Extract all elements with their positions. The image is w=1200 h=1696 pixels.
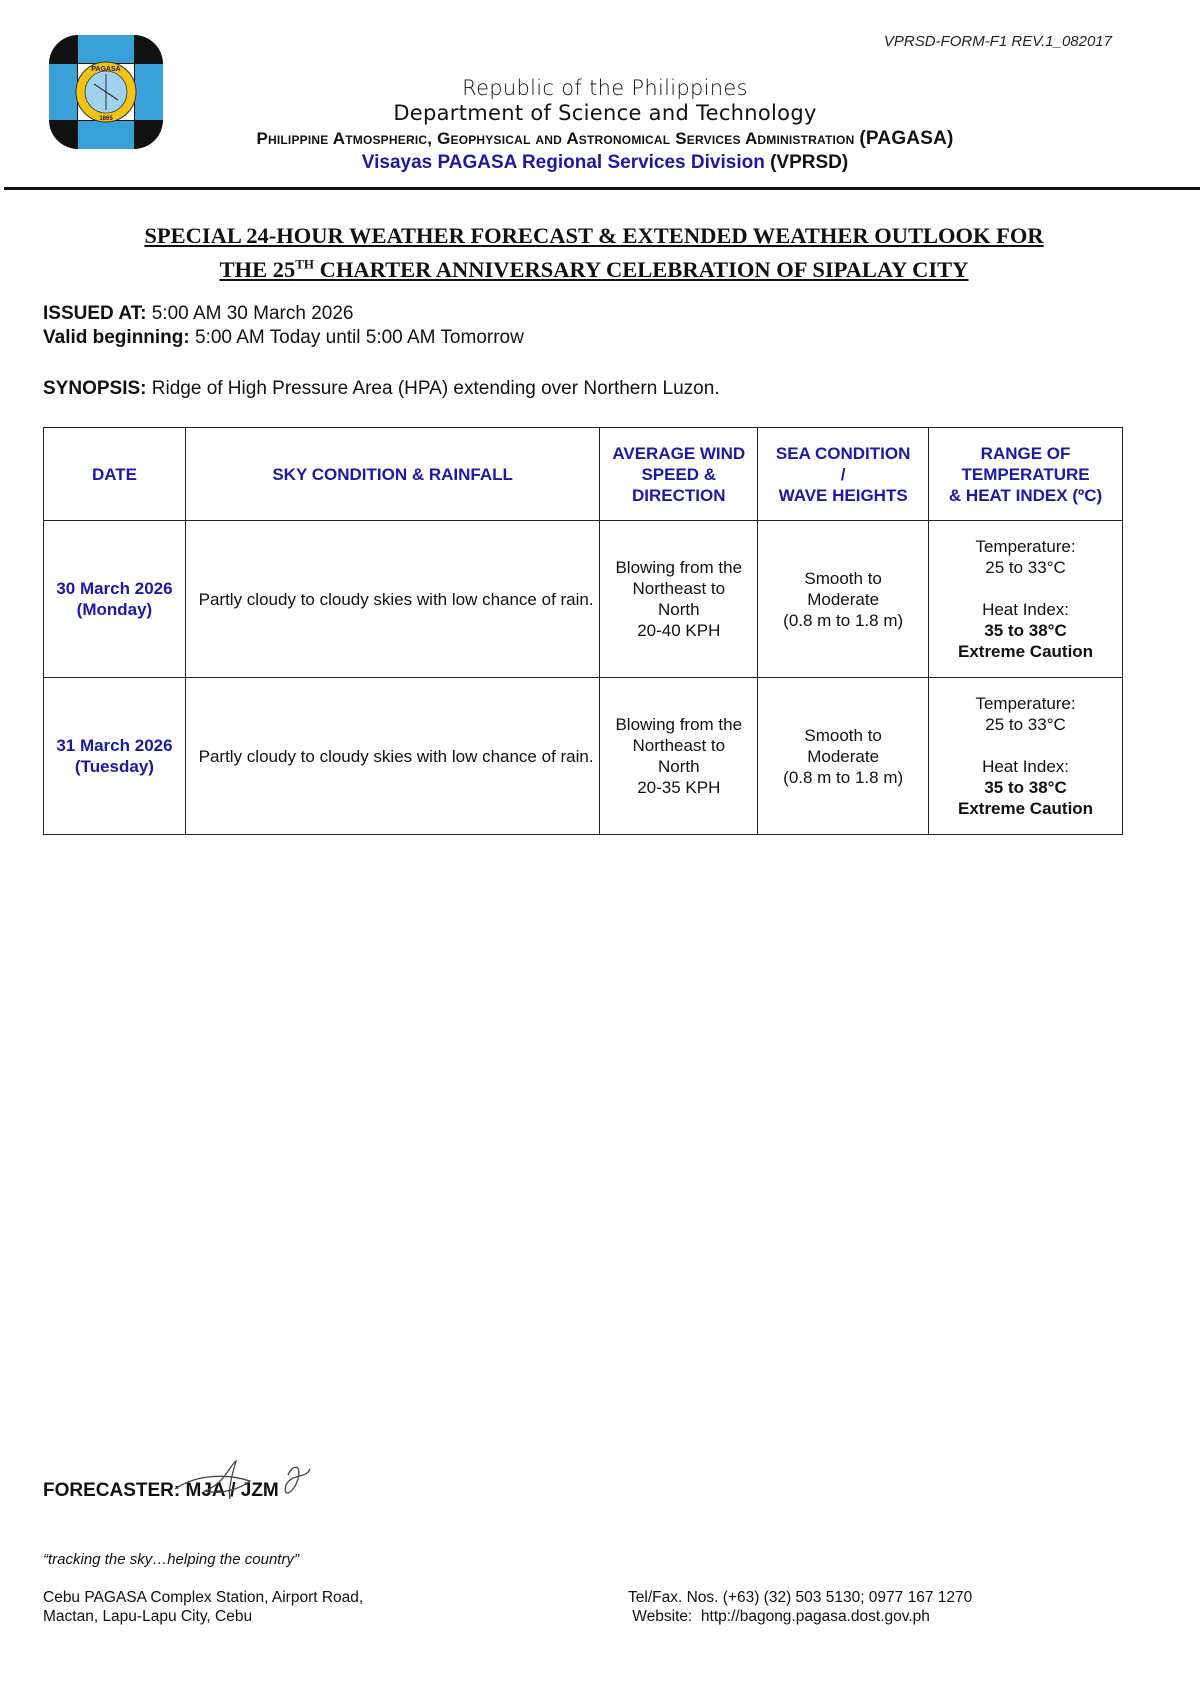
table-row bbox=[44, 678, 1123, 835]
issued-at bbox=[43, 303, 353, 325]
header-agency bbox=[170, 128, 1040, 150]
row-wind: Blowing from the Northeast to North 20-40 KPH bbox=[600, 521, 758, 678]
header-republic: Republic of the Philippines bbox=[462, 76, 748, 100]
forecast-table bbox=[43, 427, 1123, 835]
title-line-1: SPECIAL 24-HOUR WEATHER FORECAST & EXTENDED WEATHER OUTLOOK FOR bbox=[144, 223, 1044, 248]
header-divider bbox=[4, 187, 1200, 190]
header-agency-name: Philippine Atmospheric, Geophysical and Astronomical Services Administration bbox=[256, 129, 855, 148]
synopsis bbox=[43, 378, 720, 400]
header-agency-abbr: (PAGASA) bbox=[859, 128, 954, 149]
document-title bbox=[40, 222, 1148, 284]
row-sea: Smooth to Moderate (0.8 m to 1.8 m) bbox=[758, 521, 929, 678]
logo-year: 1865 bbox=[99, 116, 113, 122]
issued-label: ISSUED AT: bbox=[43, 303, 147, 324]
row-wind: Blowing from the Northeast to North 20-35 KPH bbox=[600, 678, 758, 835]
header-division-abbr: (VPRSD) bbox=[770, 152, 849, 173]
valid-label: Valid beginning: bbox=[43, 327, 190, 348]
row-sea: Smooth to Moderate (0.8 m to 1.8 m) bbox=[758, 678, 929, 835]
tagline: “tracking the sky…helping the country” bbox=[43, 1551, 299, 1568]
pagasa-logo bbox=[48, 34, 164, 150]
footer-tel: Tel/Fax. Nos. (+63) (32) 503 5130; 0977 167 1270 bbox=[628, 1589, 973, 1606]
header-temp: RANGE OF TEMPERATURE & HEAT INDEX (ºC) bbox=[929, 428, 1123, 521]
row-temp: Temperature: 25 to 33°C Heat Index: 35 to 38°C Extreme Caution bbox=[929, 678, 1123, 835]
title-line-2: THE 25TH CHARTER ANNIVERSARY CELEBRATION OF SIPALAY CITY bbox=[219, 256, 969, 282]
forecaster-label: FORECASTER: bbox=[43, 1480, 181, 1501]
header-division bbox=[170, 152, 1040, 174]
logo-text: PAGASA bbox=[91, 66, 121, 73]
header-date: DATE bbox=[44, 428, 186, 521]
forecaster-names: MJA / JZM bbox=[185, 1480, 279, 1501]
footer-contact bbox=[628, 1588, 972, 1626]
valid-beginning bbox=[43, 327, 524, 349]
table-header-row bbox=[44, 428, 1123, 521]
issued-value: 5:00 AM 30 March 2026 bbox=[151, 303, 354, 324]
row-temp: Temperature: 25 to 33°C Heat Index: 35 to 38°C Extreme Caution bbox=[929, 521, 1123, 678]
valid-value: 5:00 AM Today until 5:00 AM Tomorrow bbox=[195, 327, 524, 348]
table-row bbox=[44, 521, 1123, 678]
synopsis-label: SYNOPSIS: bbox=[43, 378, 147, 399]
row-sky: Partly cloudy to cloudy skies with low chance of rain. bbox=[185, 521, 599, 678]
footer-website: Website: http://bagong.pagasa.dost.gov.ph bbox=[628, 1608, 930, 1625]
row-sky: Partly cloudy to cloudy skies with low chance of rain. bbox=[185, 678, 599, 835]
row-date: 30 March 2026 (Monday) bbox=[44, 521, 186, 678]
header-wind: AVERAGE WIND SPEED & DIRECTION bbox=[600, 428, 758, 521]
header-sky: SKY CONDITION & RAINFALL bbox=[185, 428, 599, 521]
form-code: VPRSD-FORM-F1 REV.1_082017 bbox=[883, 33, 1112, 50]
footer-address: Cebu PAGASA Complex Station, Airport Road, Mactan, Lapu-Lapu City, Cebu bbox=[43, 1589, 364, 1625]
row-date: 31 March 2026 (Tuesday) bbox=[44, 678, 186, 835]
header-sea: SEA CONDITION / WAVE HEIGHTS bbox=[758, 428, 929, 521]
header-dost: Department of Science and Technology bbox=[393, 101, 817, 125]
signature-icon bbox=[170, 1455, 330, 1515]
header-division-name: Visayas PAGASA Regional Services Division bbox=[361, 152, 765, 173]
synopsis-value: Ridge of High Pressure Area (HPA) extending over Northern Luzon. bbox=[151, 378, 720, 399]
